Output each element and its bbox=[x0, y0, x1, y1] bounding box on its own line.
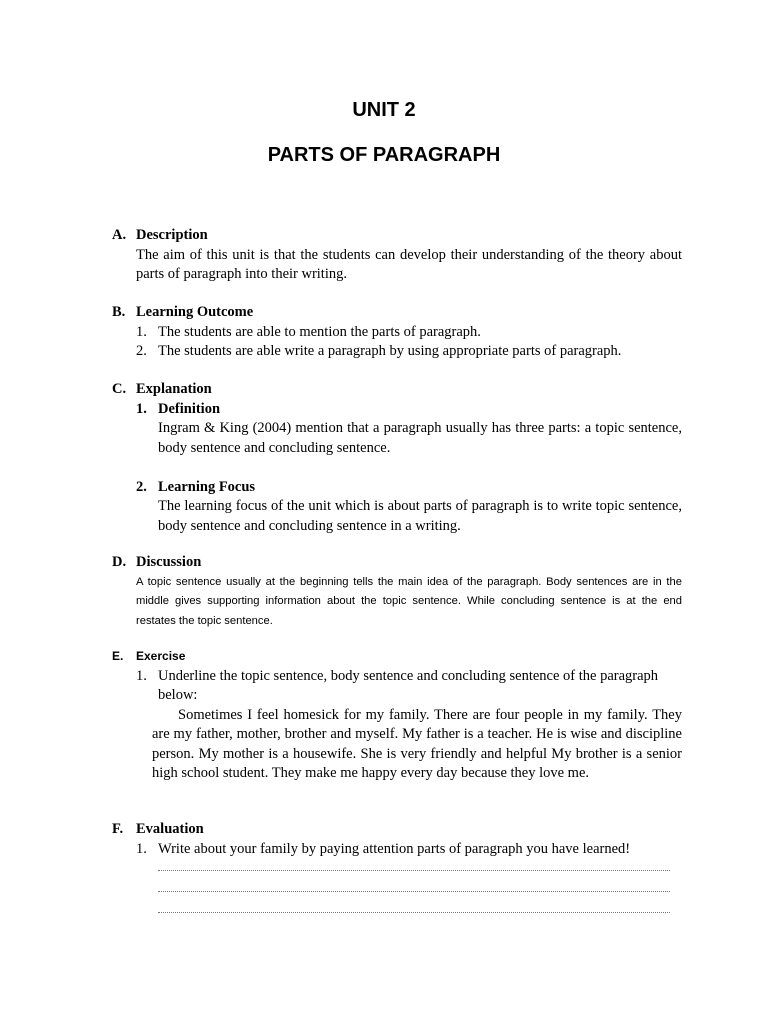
section-label: Description bbox=[136, 227, 208, 243]
section-evaluation bbox=[112, 820, 682, 913]
item-text: Write about your family by paying attention parts of paragraph you have learned! bbox=[158, 840, 631, 857]
answer-lines bbox=[112, 870, 682, 913]
item-number: 1. bbox=[136, 667, 147, 684]
section-learning-outcome bbox=[112, 303, 682, 362]
section-letter: A. bbox=[112, 227, 127, 243]
exercise-instruction bbox=[136, 667, 682, 706]
list-item bbox=[136, 323, 682, 343]
section-label: Learning Outcome bbox=[136, 304, 254, 320]
subsection-number: 2. bbox=[136, 478, 147, 495]
definition-text: Ingram & King (2004) mention that a paragraph usually has three parts: a topic sentence, body sentence and concluding sentence. bbox=[158, 420, 682, 456]
item-number: 2. bbox=[136, 343, 147, 359]
subsection-label: Learning Focus bbox=[158, 478, 256, 495]
answer-line[interactable] bbox=[158, 912, 670, 913]
learning-focus-text: The learning focus of the unit which is about parts of paragraph is to write topic sentence, body sentence and concluding sentence in a writing. bbox=[158, 498, 682, 534]
section-description bbox=[112, 226, 682, 285]
discussion-text: A topic sentence usually at the beginning tells the main idea of the paragraph. Body sentences are in the middle gives supporting information about the topic sentence. While concluding sentence is at the end restates the topic sentence. bbox=[136, 575, 682, 627]
section-label: Discussion bbox=[136, 554, 202, 570]
section-heading bbox=[112, 303, 682, 323]
section-heading bbox=[112, 553, 682, 573]
unit-title: UNIT 2 bbox=[352, 99, 416, 121]
item-number: 1. bbox=[136, 840, 147, 857]
section-heading bbox=[112, 820, 682, 840]
section-label: Explanation bbox=[136, 381, 212, 397]
section-letter: E. bbox=[112, 649, 124, 663]
section-label: Exercise bbox=[136, 649, 186, 663]
section-letter: C. bbox=[112, 381, 127, 397]
page-title: PARTS OF PARAGRAPH bbox=[267, 144, 501, 166]
section-letter: D. bbox=[112, 554, 127, 570]
list-item bbox=[136, 342, 682, 362]
subsection-heading-definition bbox=[136, 400, 682, 420]
section-explanation bbox=[112, 380, 682, 536]
answer-line[interactable] bbox=[158, 870, 670, 871]
section-letter: B. bbox=[112, 304, 126, 320]
subsection-heading-learning-focus bbox=[136, 478, 682, 498]
section-letter: F. bbox=[112, 821, 124, 837]
item-text: The students are able write a paragraph by using appropriate parts of paragraph. bbox=[158, 343, 622, 359]
section-heading bbox=[112, 647, 682, 667]
item-text: The students are able to mention the parts of paragraph. bbox=[158, 323, 481, 340]
answer-line[interactable] bbox=[158, 891, 670, 892]
item-number: 1. bbox=[136, 323, 147, 340]
item-text: Underline the topic sentence, body sentence and concluding sentence of the paragraph below: bbox=[158, 667, 659, 703]
section-exercise bbox=[112, 647, 682, 784]
section-heading bbox=[112, 380, 682, 400]
section-heading bbox=[112, 226, 682, 246]
section-label: Evaluation bbox=[136, 821, 204, 837]
section-discussion bbox=[112, 553, 682, 631]
subsection-label: Definition bbox=[158, 400, 221, 417]
description-text: The aim of this unit is that the students can develop their understanding of the theory about parts of paragraph into their writing. bbox=[136, 246, 682, 282]
subsection-number: 1. bbox=[136, 400, 147, 417]
exercise-passage: Sometimes I feel homesick for my family. There are four people in my family. They are my father, mother, brother and myself. My father is a teacher. He is wise and discipline person. My mother is a housewife. She is very friendly and helpful My brother is a senior high school student. They make me happy every day because they love me. bbox=[152, 706, 682, 781]
evaluation-instruction bbox=[136, 840, 682, 860]
